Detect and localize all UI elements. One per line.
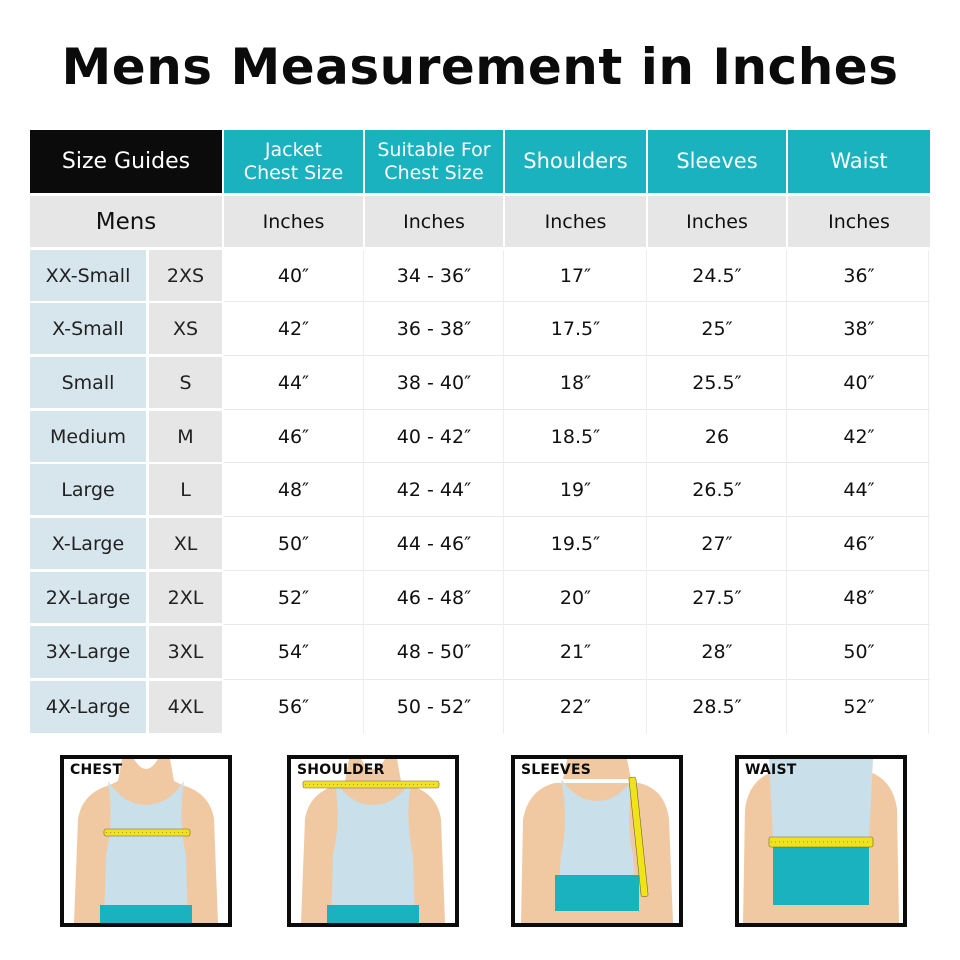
measurement-cell: 36 - 38″: [396, 317, 472, 340]
measurement-cell: 38″: [843, 317, 875, 340]
unit-label: Inches: [224, 196, 363, 247]
row-divider: [224, 301, 930, 302]
column-divider: [363, 250, 364, 734]
size-guides-header: Size Guides: [30, 130, 222, 193]
figure-label: WAIST: [745, 762, 797, 778]
measurement-cell: 48″: [277, 478, 310, 501]
column-header-3: Sleeves: [648, 130, 786, 193]
row-divider: [224, 462, 930, 463]
size-name-cell: X-Large: [30, 518, 146, 569]
measurement-cell: 50 - 52″: [396, 696, 472, 718]
measurement-cell: 25″: [701, 317, 733, 340]
figure-label: CHEST: [70, 762, 123, 778]
size-abbr-cell: XS: [149, 303, 222, 354]
size-name-cell: 3X-Large: [30, 626, 146, 678]
measurement-cell: 38 - 40″: [396, 371, 472, 394]
unit-label: Inches: [788, 196, 930, 247]
size-abbr-cell: M: [149, 411, 222, 462]
measurement-cell: 44″: [277, 371, 310, 394]
column-divider: [646, 250, 647, 734]
column-divider: [786, 250, 787, 734]
measurement-cell: 52″: [277, 586, 310, 609]
size-name-cell: Large: [30, 464, 146, 515]
column-header-1: Suitable For Chest Size: [365, 130, 503, 193]
chest-measurement-icon: [60, 755, 232, 927]
row-divider: [224, 355, 930, 356]
size-name-cell: 4X-Large: [30, 681, 146, 733]
measurement-cell: 17″: [559, 264, 592, 287]
measurement-cell: 27.5″: [692, 586, 742, 609]
shoulder-measurement-icon: [287, 755, 459, 927]
measurement-cell: 22″: [559, 696, 592, 718]
size-name-cell: XX-Small: [30, 250, 146, 301]
sleeves-measurement-icon: [511, 755, 683, 927]
row-divider: [224, 516, 930, 517]
measurement-cell: 17.5″: [550, 317, 601, 340]
row-divider: [224, 624, 930, 625]
measurement-cell: 50″: [277, 532, 310, 555]
size-name-cell: Medium: [30, 411, 146, 462]
figure-label: SHOULDER: [297, 762, 385, 778]
measurement-cell: 26.5″: [692, 478, 742, 501]
measurement-cell: 56″: [277, 696, 310, 718]
measurement-cell: 21″: [559, 641, 592, 663]
measurement-cell: 24.5″: [692, 264, 742, 287]
measurement-cell: 52″: [843, 696, 875, 718]
measurement-cell: 36″: [843, 264, 875, 287]
measurement-cell: 25.5″: [692, 371, 742, 394]
measurement-cell: 48″: [843, 586, 875, 609]
row-divider: [224, 679, 930, 680]
size-name-cell: Small: [30, 357, 146, 408]
size-abbr-cell: XL: [149, 518, 222, 569]
column-header-2: Shoulders: [505, 130, 646, 193]
measurement-cell: 20″: [559, 586, 592, 609]
row-divider: [224, 409, 930, 410]
measurement-cell: 54″: [277, 641, 310, 663]
measurement-cell: 40″: [843, 371, 875, 394]
measurement-cell: 42 - 44″: [396, 478, 472, 501]
measurement-cell: 40 - 42″: [396, 425, 472, 448]
unit-label: Inches: [648, 196, 786, 247]
figure-label: SLEEVES: [521, 762, 592, 778]
size-name-cell: 2X-Large: [30, 572, 146, 623]
column-header-4: Waist: [788, 130, 930, 193]
size-abbr-cell: S: [149, 357, 222, 408]
column-header-0: Jacket Chest Size: [224, 130, 363, 193]
measurement-cell: 46″: [277, 425, 310, 448]
mens-subheader: Mens: [30, 196, 222, 247]
measurement-cell: 48 - 50″: [396, 641, 472, 663]
measurement-cell: 40″: [277, 264, 310, 287]
unit-label: Inches: [505, 196, 646, 247]
size-abbr-cell: L: [149, 464, 222, 515]
size-abbr-cell: 2XL: [149, 572, 222, 623]
measurement-cell: 42″: [843, 425, 875, 448]
waist-measurement-icon: [735, 755, 907, 927]
measurement-cell: 26: [704, 425, 730, 448]
size-name-cell: X-Small: [30, 303, 146, 354]
size-abbr-cell: 4XL: [149, 681, 222, 733]
measurement-cell: 44″: [843, 478, 875, 501]
unit-label: Inches: [365, 196, 503, 247]
column-divider: [503, 250, 504, 734]
measurement-cell: 46 - 48″: [396, 586, 472, 609]
measurement-cell: 42″: [277, 317, 310, 340]
measurement-cell: 18″: [559, 371, 592, 394]
page-title: Mens Measurement in Inches: [61, 38, 899, 96]
measurement-cell: 46″: [843, 532, 875, 555]
measurement-cell: 19″: [559, 478, 592, 501]
measurement-cell: 50″: [843, 641, 875, 663]
size-abbr-cell: 3XL: [149, 626, 222, 678]
size-abbr-cell: 2XS: [149, 250, 222, 301]
measurement-cell: 28″: [701, 641, 733, 663]
measurement-cell: 27″: [701, 532, 733, 555]
measurement-cell: 18.5″: [550, 425, 601, 448]
measurement-cell: 19.5″: [550, 532, 601, 555]
measurement-cell: 28.5″: [692, 696, 742, 718]
measurement-cell: 44 - 46″: [396, 532, 472, 555]
measurement-cell: 34 - 36″: [396, 264, 472, 287]
row-divider: [224, 570, 930, 571]
